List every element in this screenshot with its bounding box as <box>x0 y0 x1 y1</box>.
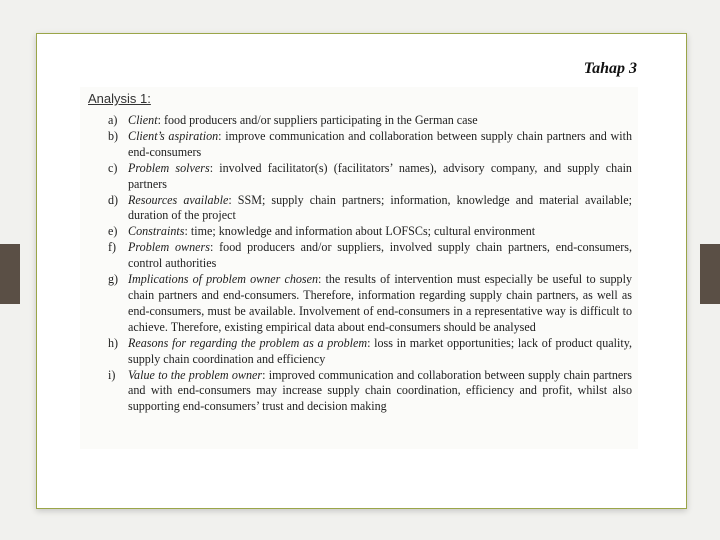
item-text: : food producers and/or suppliers, involved supply chain partners, end-consumers, control authorities <box>128 240 632 271</box>
list-item <box>88 272 632 336</box>
analysis-list <box>88 113 632 415</box>
list-item <box>88 193 632 225</box>
item-letter: d) <box>108 192 119 207</box>
item-text: : SSM; supply chain partners; information, knowledge and material available; duration of the project <box>128 192 632 223</box>
item-text: : time; knowledge and information about LOFSCs; cultural environment <box>184 224 536 239</box>
item-label: Problem solvers <box>128 160 210 175</box>
list-item <box>88 368 632 416</box>
item-letter: a) <box>108 113 118 127</box>
item-label: Resources available <box>128 192 229 207</box>
item-label: Problem owners <box>128 240 210 255</box>
item-text: : loss in market opportunities; lack of product quality, supply chain coordination and efficiency <box>128 335 632 366</box>
item-letter: e) <box>108 224 118 239</box>
item-letter: c) <box>108 160 118 175</box>
item-letter: g) <box>108 272 119 287</box>
item-label: Constraints <box>128 224 185 239</box>
item-text: : involved facilitator(s) (facilitators’ names), advisory company, and supply chain partners <box>128 160 632 191</box>
analysis-heading: Analysis 1: <box>88 91 151 106</box>
item-text: : food producers and/or suppliers participating in the German case <box>157 113 478 127</box>
slide-title: Tahap 3 <box>583 60 637 77</box>
item-text: : the results of intervention must especially be useful to supply chain partners and end-consumers. Therefore, information regarding supply chain partners, as well as end-consumers, must be available. Involvement of end-consumers in a representative way is difficult to achieve. Therefore, existing empirical data about end-consumers should be analysed <box>128 272 632 334</box>
item-letter: f) <box>108 240 117 255</box>
item-label: Client <box>128 113 158 127</box>
document-excerpt <box>80 87 638 449</box>
item-text: : improve communication and collaboration between supply chain partners and with end-consumers <box>128 128 632 159</box>
list-item <box>88 336 632 368</box>
left-tab-decoration <box>0 244 20 304</box>
list-item <box>88 161 632 193</box>
item-label: Client’s aspiration <box>128 128 219 143</box>
list-item <box>88 224 632 240</box>
item-label: Reasons for regarding the problem as a problem <box>128 335 368 350</box>
item-text: : improved communication and collaboration between supply chain partners and with end-consumers may increase supply chain coordination, efficiency and profit, whilst also supporting end-consumers’ trust and decision making <box>128 367 632 414</box>
item-letter: i) <box>108 367 116 382</box>
item-label: Implications of problem owner chosen <box>128 272 319 287</box>
right-tab-decoration <box>700 244 720 304</box>
list-item <box>88 240 632 272</box>
item-letter: h) <box>108 335 119 350</box>
item-label: Value to the problem owner <box>128 367 263 382</box>
list-item <box>88 113 632 129</box>
list-item <box>88 129 632 161</box>
item-letter: b) <box>108 128 119 143</box>
